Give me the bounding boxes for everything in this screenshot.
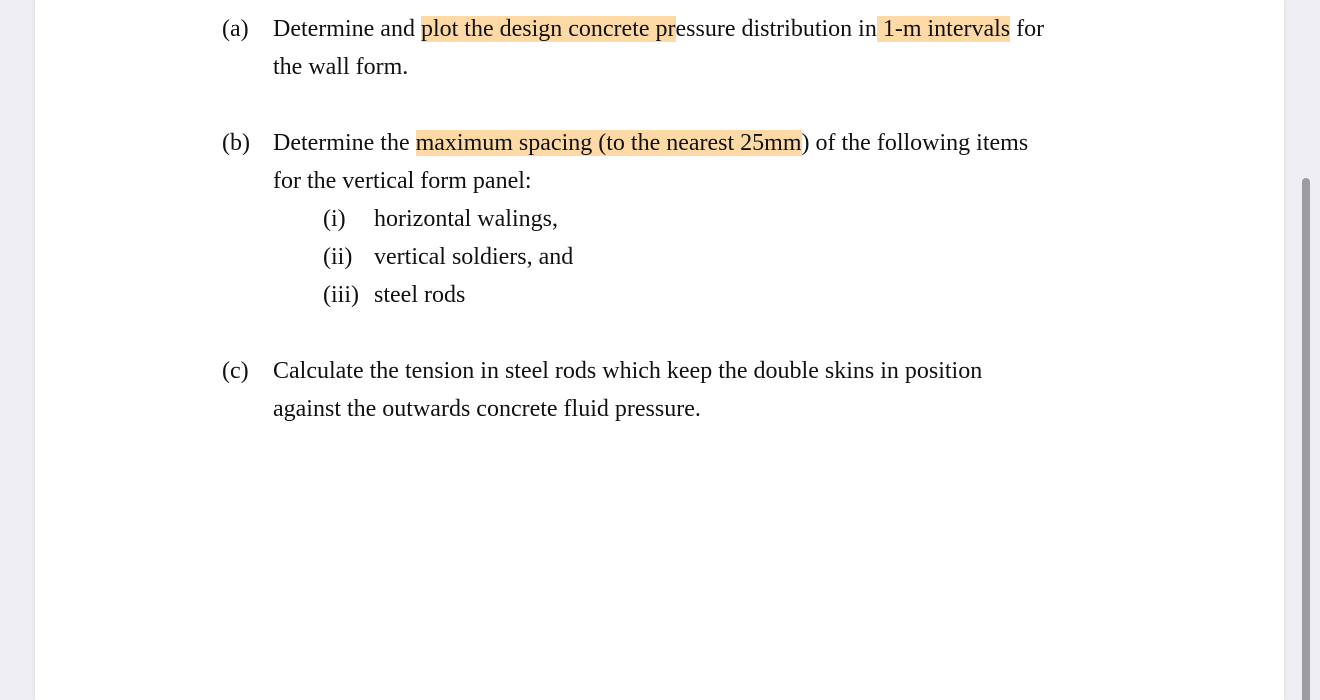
- subitem-ii-text: vertical soldiers, and: [374, 244, 574, 270]
- question-c-label: (c): [222, 358, 249, 384]
- question-a-text-3: for: [1010, 16, 1045, 42]
- subitem-i-label: (i): [323, 206, 346, 232]
- question-a-text-2: essure distribution in: [675, 16, 877, 42]
- subitem-i-text: horizontal walings,: [374, 206, 558, 232]
- question-a-label: (a): [222, 16, 249, 42]
- subitem-iii-label: (iii): [323, 282, 359, 308]
- question-a-text-1: Determine and: [273, 16, 421, 42]
- question-a-highlight-1: plot the design concrete pr: [420, 16, 676, 42]
- question-b-text-1: Determine the: [273, 130, 416, 156]
- question-b-line-1: [273, 124, 1028, 162]
- question-c-line-2: against the outwards concrete fluid pressure.: [273, 396, 701, 422]
- question-a-line-1: [273, 10, 1044, 48]
- question-b-label: (b): [222, 130, 250, 156]
- question-b-line-2: for the vertical form panel:: [273, 168, 532, 194]
- question-a-line-2: the wall form.: [273, 54, 409, 80]
- document-page: [35, 0, 1284, 700]
- question-b-text-2: ) of the following items: [801, 130, 1029, 156]
- scrollbar-thumb[interactable]: [1302, 178, 1310, 700]
- subitem-iii-text: steel rods: [374, 282, 466, 308]
- question-a-highlight-2: 1-m intervals: [876, 16, 1011, 42]
- subitem-ii-label: (ii): [323, 244, 353, 270]
- question-c-line-1: Calculate the tension in steel rods which keep the double skins in position: [273, 358, 983, 384]
- question-b-highlight-1: maximum spacing (to the nearest 25mm: [415, 130, 802, 156]
